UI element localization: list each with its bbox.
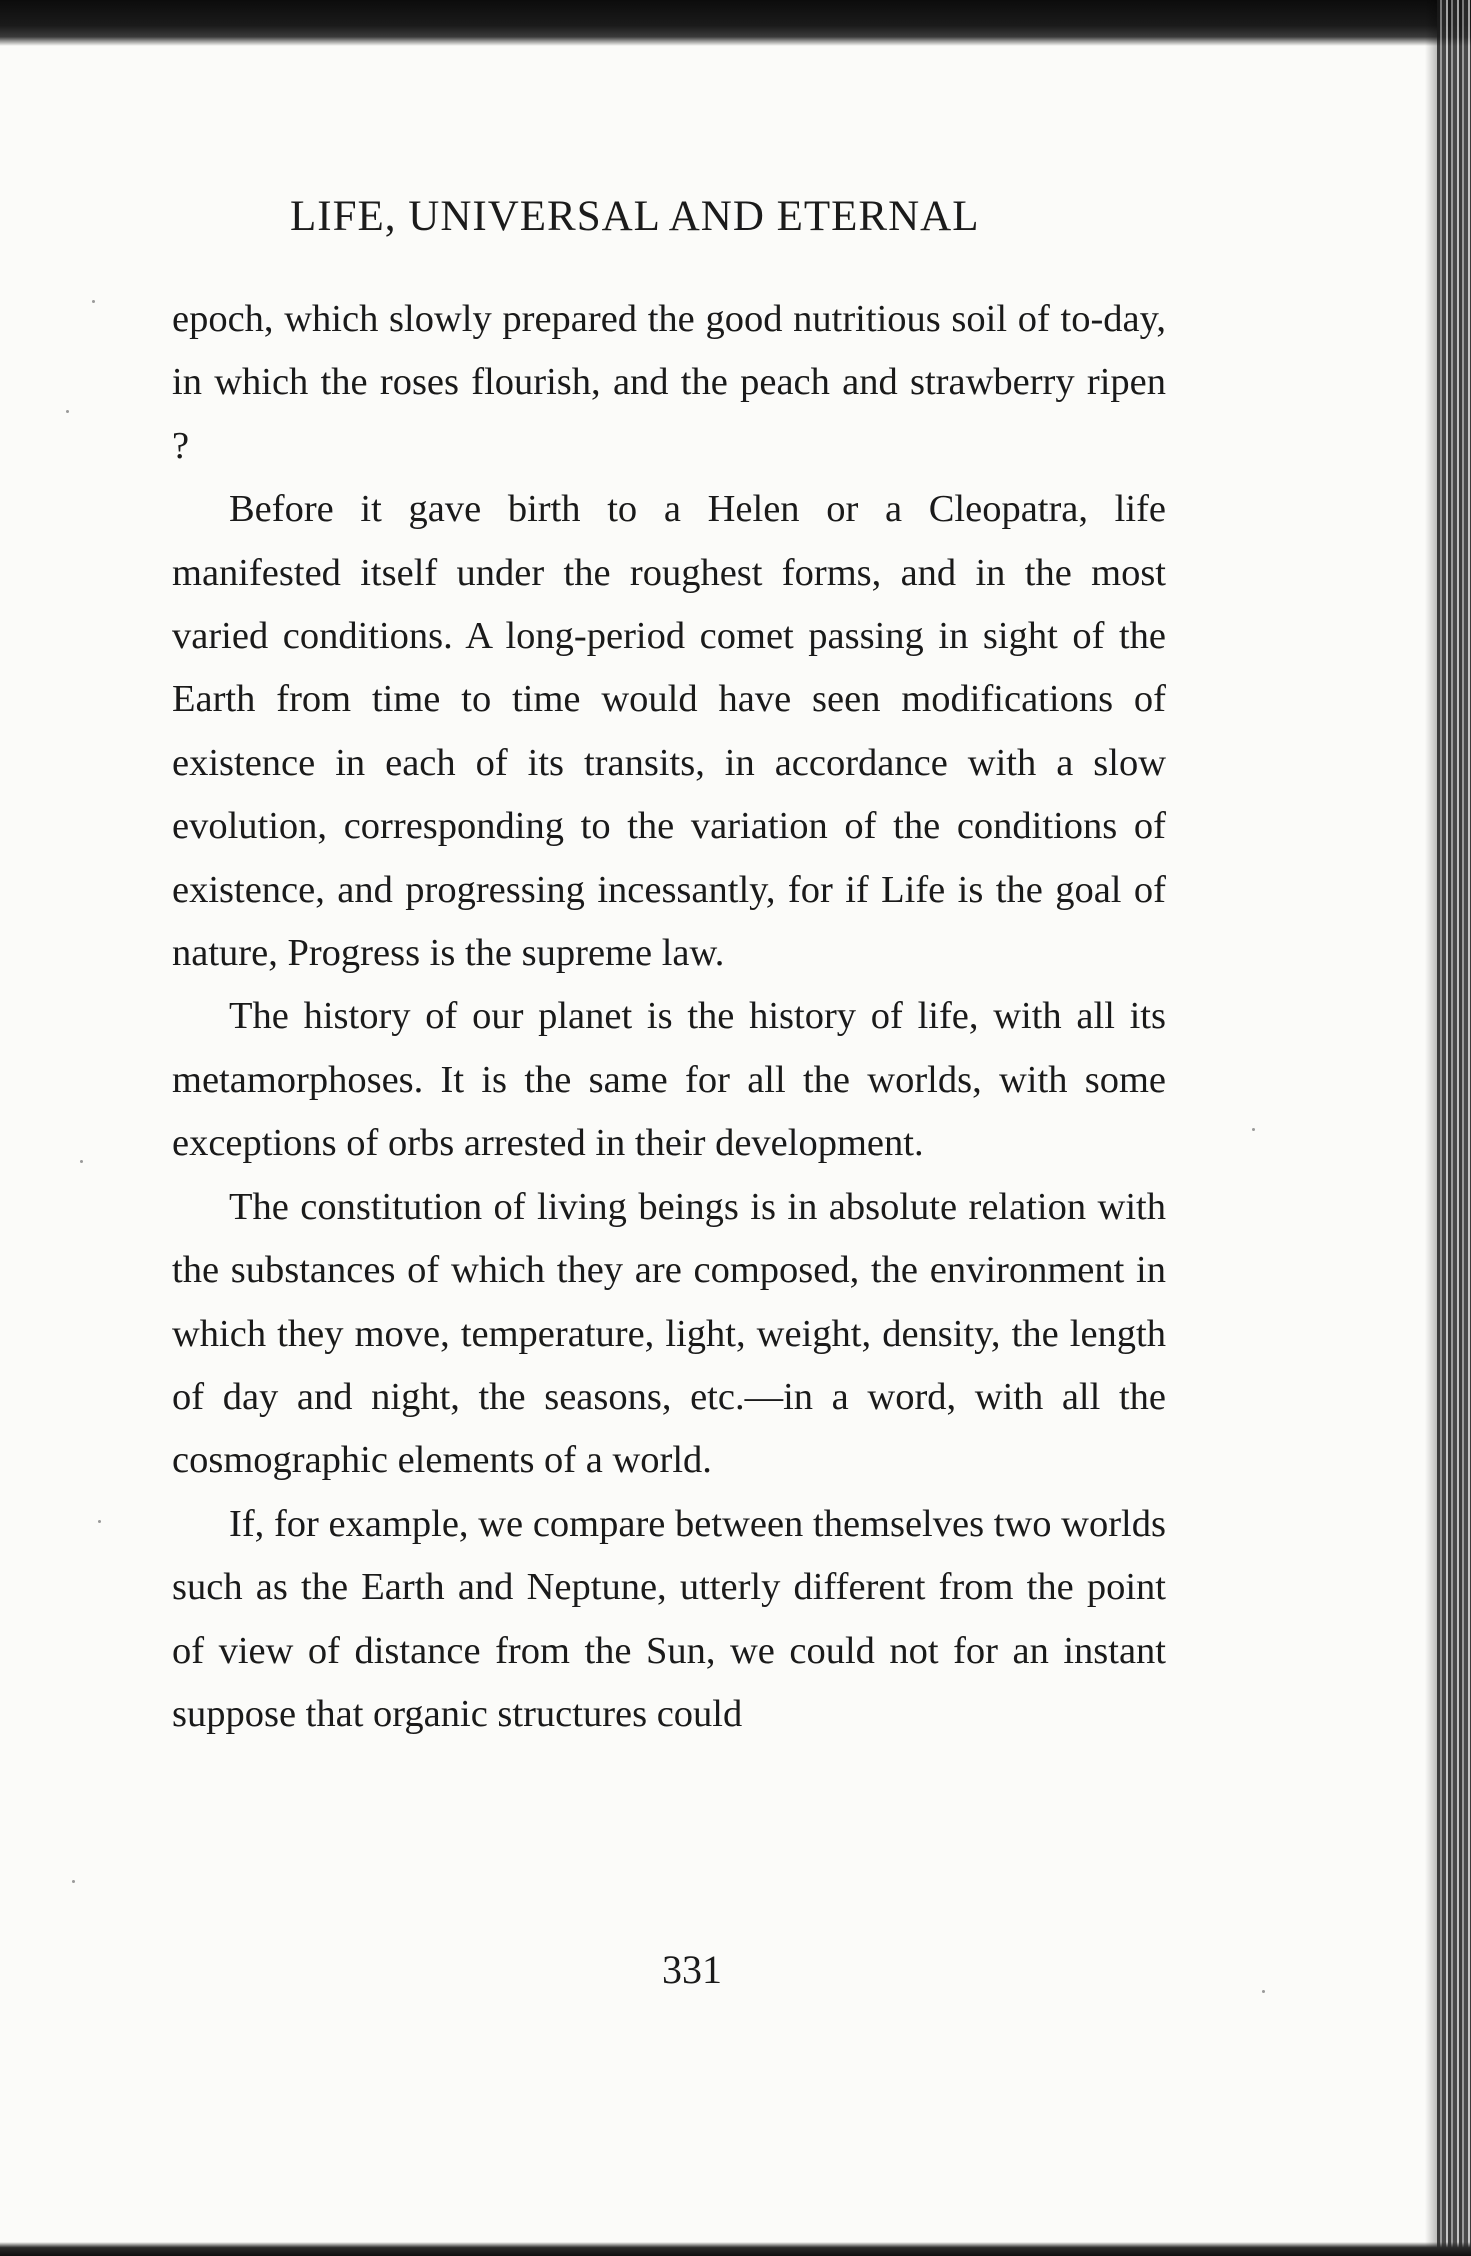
paragraph-continued: epoch, which slowly prepared the good nutritious soil of to-day, in which the roses flourish, and the peach and strawberry ripen ? — [172, 298, 1166, 467]
body-text — [172, 288, 1166, 1746]
scan-speck — [98, 1520, 101, 1523]
scan-speck — [80, 1160, 83, 1163]
scan-edge-right — [1437, 0, 1471, 2256]
scan-speck — [92, 300, 95, 303]
scan-edge-right-shadow — [1425, 0, 1437, 2256]
scan-edge-top — [0, 0, 1471, 46]
paragraph-history-of-planet: The history of our planet is the history of life, with all its metamorphoses. It is the same for all the worlds, with some exceptions of orbs arrested in their development. — [172, 995, 1166, 1165]
running-head: LIFE, UNIVERSAL AND ETERNAL — [290, 193, 980, 240]
scan-speck — [1252, 1128, 1255, 1131]
scan-speck — [1262, 1990, 1265, 1993]
scan-speck — [72, 1880, 75, 1883]
scan-edge-bottom — [0, 2242, 1471, 2256]
paragraph-helen-cleopatra: Before it gave birth to a Helen or a Cleopatra, life manifested itself under the roughest forms, and in the most varied conditions. A long-period comet passing in sight of the Earth from time to time would have seen modifications of existence in each of its transits, in accordance with a slow evolution, corresponding to the variation of the conditions of existence, and progressing incessantly, for if Life is the goal of nature, Progress is the supreme law. — [172, 488, 1166, 975]
paragraph-constitution-of-beings: The constitution of living beings is in absolute relation with the substances of which they are composed, the environment in which they move, temperature, light, weight, density, the length of day and night, the seasons, etc.—in a word, with all the cosmographic elements of a world. — [172, 1185, 1166, 1482]
paragraph-earth-and-neptune: If, for example, we compare between themselves two worlds such as the Earth and Neptune, utterly different from the point of view of distance from the Sun, we could not for an instant suppose that organic structures could — [172, 1502, 1166, 1735]
scan-speck — [66, 410, 69, 413]
page-number: 331 — [662, 1947, 722, 1992]
